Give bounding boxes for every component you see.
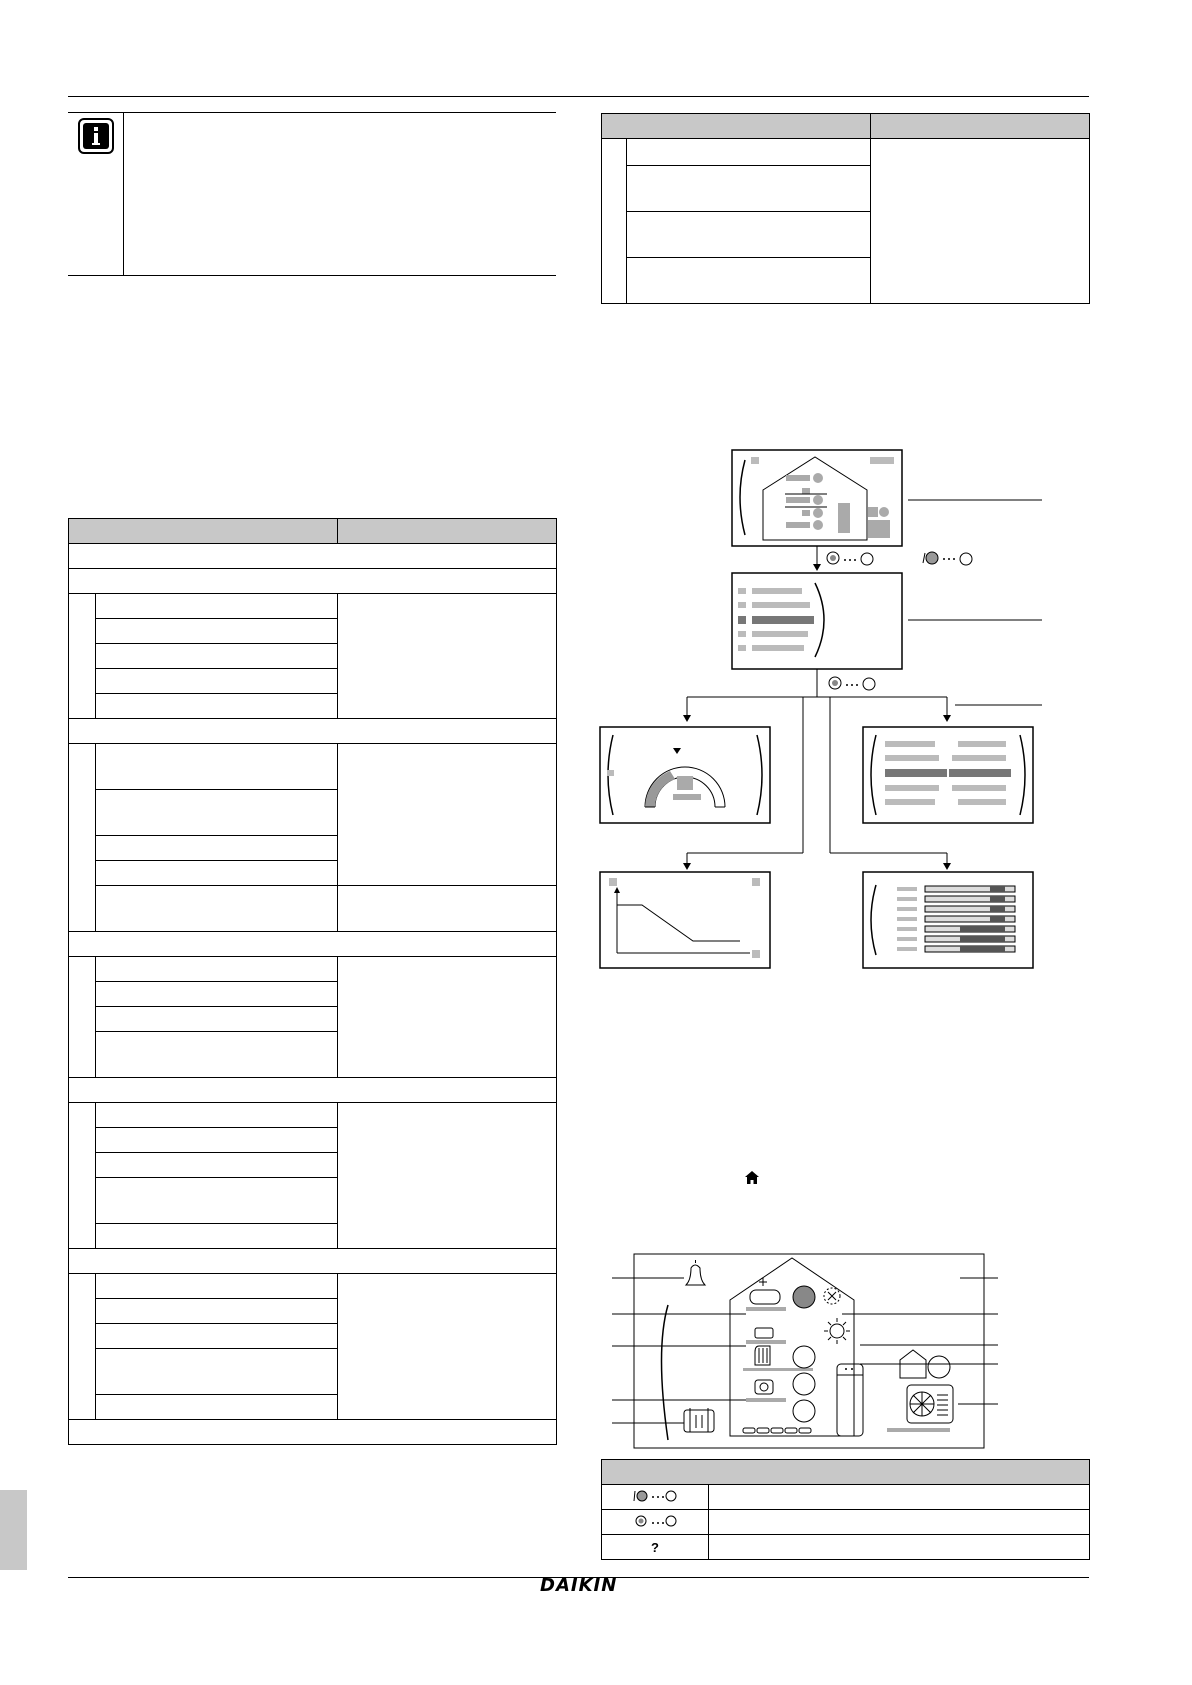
home-icon xyxy=(745,1171,759,1189)
help-text xyxy=(709,1535,1090,1560)
setpoint-screen-thumbnail xyxy=(600,727,770,823)
turn-dial-text xyxy=(709,1510,1090,1535)
press-hold-dial-icon xyxy=(923,552,972,565)
schedule-screen-thumbnail xyxy=(863,872,1033,968)
home-screen-thumbnail xyxy=(732,450,902,546)
help-icon: ? xyxy=(651,1539,659,1555)
settings-list-thumbnail xyxy=(863,727,1033,823)
curve-screen-thumbnail xyxy=(600,872,770,968)
navigation-diagram xyxy=(595,445,1045,975)
note-top-rule xyxy=(68,112,556,113)
legend-table xyxy=(601,1459,1090,1560)
turn-dial-icon xyxy=(633,1514,677,1528)
turn-dial-cell xyxy=(602,1510,709,1535)
turn-dial-icon-2 xyxy=(829,677,875,690)
press-hold-dial-text xyxy=(709,1485,1090,1510)
info-icon xyxy=(78,118,114,159)
note-divider xyxy=(123,112,124,276)
press-hold-dial-icon xyxy=(633,1489,677,1503)
brand-logo: DAIKIN xyxy=(540,1575,618,1596)
main-menu-thumbnail xyxy=(732,573,902,669)
chapter-tab xyxy=(0,1490,27,1570)
turn-dial-icon xyxy=(827,552,873,565)
help-cell xyxy=(602,1535,709,1560)
note-bottom-rule xyxy=(68,275,556,276)
settings-table xyxy=(68,518,557,1445)
press-hold-dial-cell xyxy=(602,1485,709,1510)
header-rule xyxy=(68,96,1089,97)
home-screen-diagram xyxy=(610,1250,1000,1450)
top-right-table xyxy=(601,113,1090,304)
